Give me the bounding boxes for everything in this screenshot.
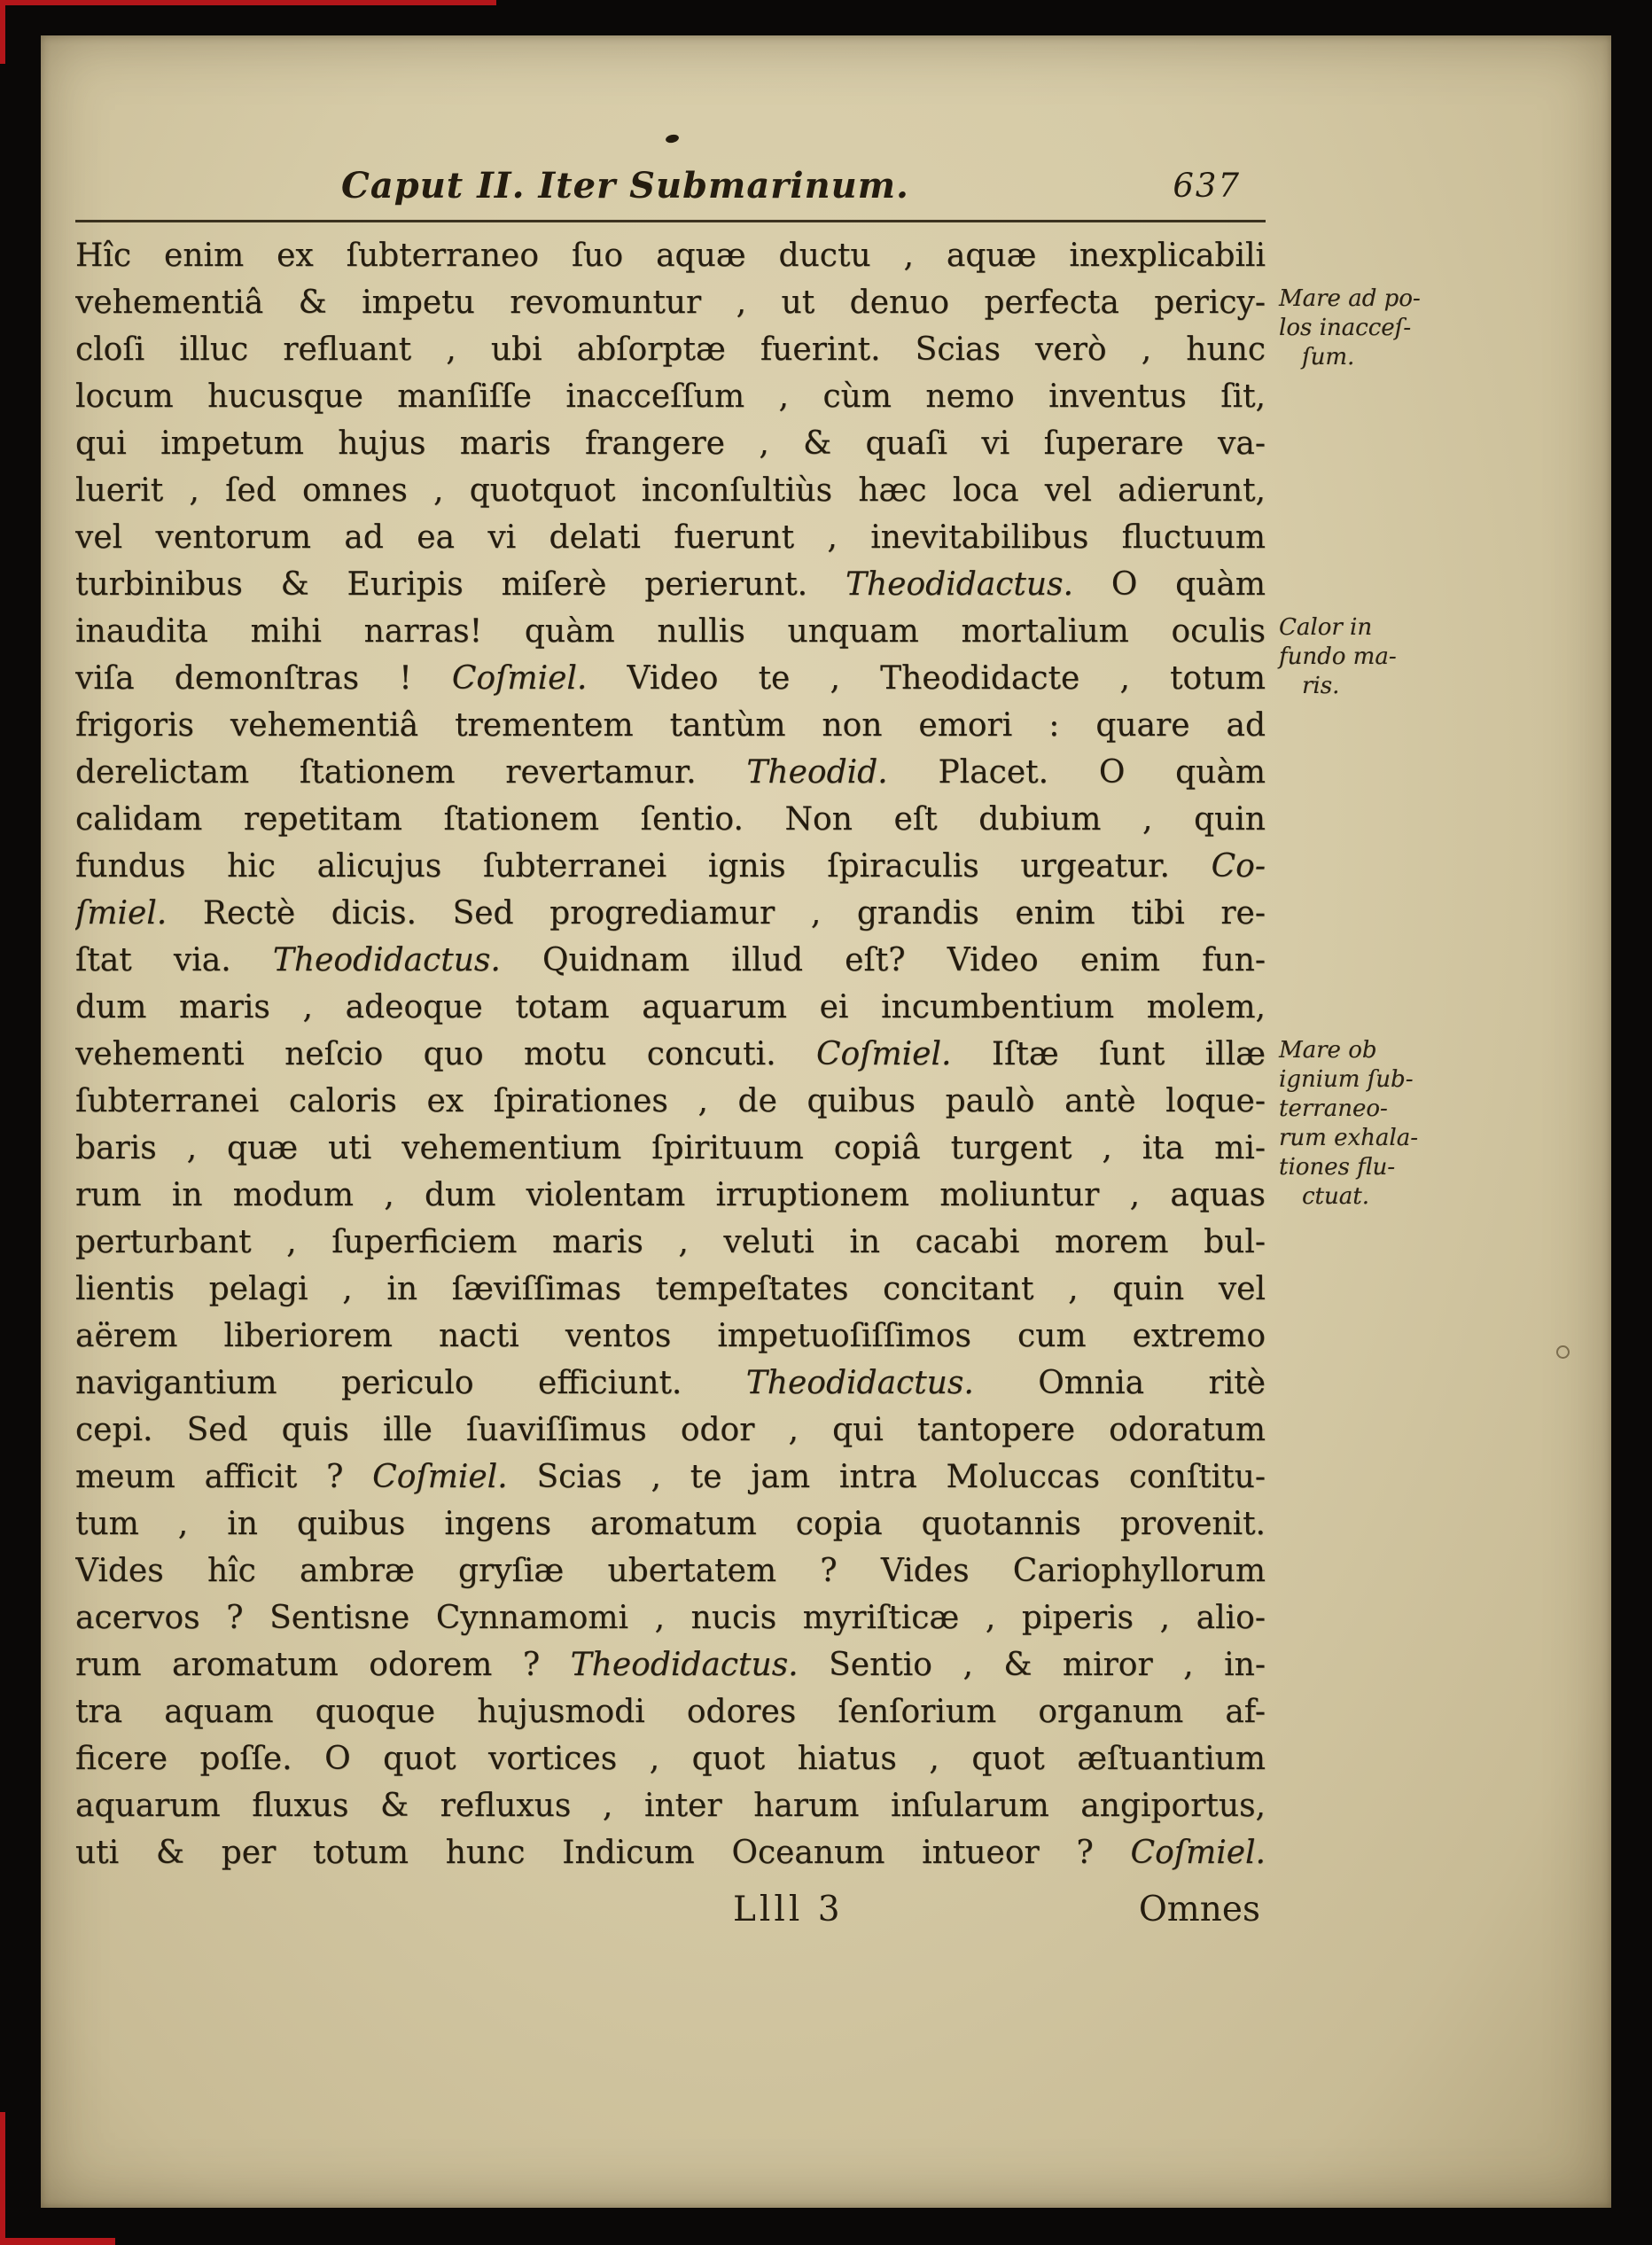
text-line: baris , quæ uti vehementium ſpirituum copiâ turgent , ita mi- (75, 1130, 1266, 1166)
text-line: inaudita mihi narras! quàm nullis unquam mortalium oculis (75, 613, 1266, 650)
text-line: Hîc enim ex ſubterraneo ſuo aquæ ductu , aquæ inexplicabili (75, 238, 1266, 274)
text-line: cepi. Sed quis ille ſuaviſſimus odor , qui tantopere odoratum (75, 1412, 1266, 1448)
margin-note-line: rum exhala- (1279, 1125, 1418, 1151)
scan-edge-artifact (0, 0, 496, 5)
text-line: dum maris , adeoque totam aquarum ei incumbentium molem, (75, 989, 1266, 1025)
text-line: luerit , ſed omnes , quotquot inconſultiùs hæc loca vel adierunt, (75, 472, 1266, 509)
text-line: ſtat via. Theodidactus. Quidnam illud eſt? Video enim fun- (75, 942, 1266, 978)
text-line: tum , in quibus ingens aromatum copia quotannis provenit. (75, 1506, 1266, 1542)
margin-note-line: Mare ob (1279, 1037, 1377, 1064)
text-line: locum hucusque manſiſſe inacceſſum , cùm nemo inventus ſit, (75, 378, 1266, 415)
text-line: rum in modum , dum violentam irruptionem moliuntur , aquas (75, 1177, 1266, 1213)
text-line: cloſi illuc refluant , ubi abſorptæ fuerint. Scias verò , hunc (75, 331, 1266, 368)
running-title: Caput II. Iter Submarinum. (341, 165, 909, 207)
scan-edge-artifact (0, 0, 5, 64)
text-line: vehementiâ & impetu revomuntur , ut denuo perfecta pericy- (75, 285, 1266, 321)
signature-mark: Llll 3 (733, 1890, 844, 1929)
page-header (75, 165, 1266, 214)
text-line: fundus hic alicujus ſubterranei ignis ſpiraculis urgeatur. Co- (75, 848, 1266, 885)
margin-note-line: Calor in (1279, 614, 1373, 641)
margin-note-line: tiones flu- (1279, 1154, 1396, 1181)
margin-note-line: fundo ma- (1279, 643, 1397, 670)
margin-note (1279, 285, 1598, 372)
text-line: tra aquam quoque hujusmodi odores ſenſorium organum af- (75, 1694, 1266, 1730)
text-line: Vides hîc ambræ gryſiæ ubertatem ? Vides Cariophyllorum (75, 1553, 1266, 1589)
page-footer (75, 1890, 1266, 1939)
margin-note-line: Mare ad po- (1279, 285, 1421, 312)
text-line: aquarum fluxus & refluxus , inter harum inſularum angiportus, (75, 1788, 1266, 1824)
body-text (75, 232, 1266, 1876)
margin-note-line: los inacceſ- (1279, 315, 1412, 341)
book-page (41, 35, 1611, 2208)
text-line: qui impetum hujus maris frangere , & quaſi vi ſuperare va- (75, 425, 1266, 462)
text-line: ſmiel. Rectè dicis. Sed progrediamur , grandis enim tibi re- (75, 895, 1266, 932)
text-line: ſubterranei caloris ex ſpirationes , de quibus paulò antè loque- (75, 1083, 1266, 1119)
text-line: perturbant , ſuperficiem maris , veluti in cacabi morem bul- (75, 1224, 1266, 1260)
margin-note-line: ignium ſub- (1279, 1066, 1414, 1093)
scan-edge-artifact (0, 2112, 5, 2245)
text-line: acervos ? Sentisne Cynnamomi , nucis myriſticæ , piperis , alio- (75, 1600, 1266, 1636)
text-line: meum afficit ? Coſmiel. Scias , te jam intra Moluccas conſtitu- (75, 1459, 1266, 1495)
text-line: vel ventorum ad ea vi delati fuerunt , inevitabilibus fluctuum (75, 519, 1266, 556)
margin-note (1279, 1036, 1598, 1212)
text-line: vehementi neſcio quo motu concuti. Coſmiel. Iſtæ ſunt illæ (75, 1036, 1266, 1072)
text-line: rum aromatum odorem ? Theodidactus. Sentio , & miror , in- (75, 1647, 1266, 1683)
text-line: lientis pelagi , in ſæviſſimas tempeſtates concitant , quin vel (75, 1271, 1266, 1307)
text-line: navigantium periculo efficiunt. Theodidactus. Omnia ritè (75, 1365, 1266, 1401)
ink-speck (1556, 1345, 1570, 1359)
text-line: calidam repetitam ſtationem ſentio. Non eſt dubium , quin (75, 801, 1266, 838)
text-line: aërem liberiorem nacti ventos impetuoſiſſimos cum extremo (75, 1318, 1266, 1354)
page-number: 637 (1173, 167, 1241, 205)
text-line: derelictam ſtationem revertamur. Theodid. Placet. O quàm (75, 754, 1266, 791)
margin-note (1279, 613, 1598, 701)
catchword: Omnes (1138, 1890, 1260, 1929)
margin-note-line: ris. (1302, 673, 1340, 699)
header-rule (75, 220, 1266, 222)
scan-edge-artifact (0, 2238, 115, 2245)
text-line: uti & per totum hunc Indicum Oceanum intueor ? Coſmiel. (75, 1835, 1266, 1871)
text-line: viſa demonſtras ! Coſmiel. Video te , Theodidacte , totum (75, 660, 1266, 697)
margin-note-line: terraneo- (1279, 1095, 1388, 1122)
text-line: frigoris vehementiâ trementem tantùm non emori : quare ad (75, 707, 1266, 744)
text-line: turbinibus & Euripis miſerè perierunt. Theodidactus. O quàm (75, 566, 1266, 603)
header-ornament (665, 134, 680, 144)
margin-note-line: ctuat. (1302, 1183, 1369, 1210)
margin-note-line: ſum. (1302, 344, 1355, 370)
text-line: ficere poſſe. O quot vortices , quot hiatus , quot æſtuantium (75, 1741, 1266, 1777)
